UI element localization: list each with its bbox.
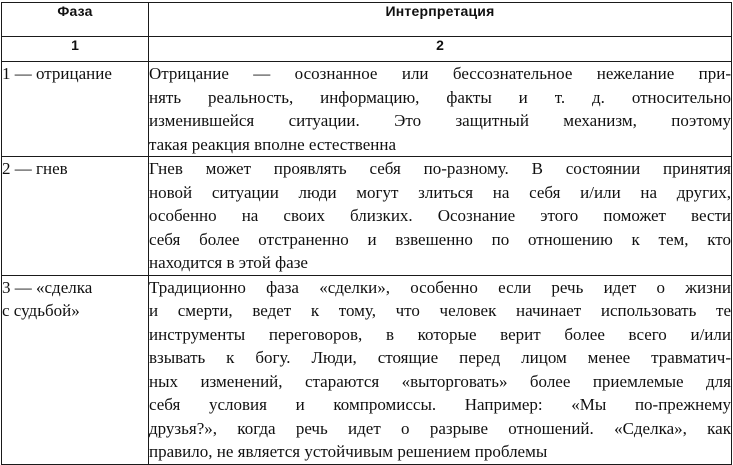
phase-label: с судьбой» (2, 301, 80, 320)
phase-interpretation-table (1, 2, 732, 465)
phase-cell (2, 62, 149, 157)
interpretation-line: инструменты переговоров, в которые верит более всего и/или (149, 324, 731, 344)
interpretation-line: себя более отстраненно и взвешенно по отношению к тем, кто (149, 229, 731, 249)
header-phase: Фаза (2, 3, 149, 37)
interpretation-line: и смерти, ведет к тому, что человек начинает использовать те (149, 301, 731, 320)
interpretation-line: ных изменений, стараются «выторговать» более приемлемые для (149, 371, 731, 391)
column-number-1: 1 (2, 37, 149, 62)
interpretation-cell (149, 157, 732, 276)
interpretation-line: Отрицание — осознанное или бессознательное нежелание при- (149, 64, 731, 83)
interpretation-line: себя условия и компромиссы. Например: «Мы по-прежнему (149, 395, 731, 414)
header-interpretation: Интерпретация (149, 3, 732, 37)
column-number-2: 2 (149, 37, 732, 62)
phase-label: 1 — отрицание (2, 64, 112, 83)
phase-cell (2, 157, 149, 276)
table-row (2, 157, 732, 276)
interpretation-line: друзья?», когда речь идет о разрыве отношений. «Сделка», как (149, 418, 731, 438)
interpretation-line: нять реальность, информацию, факты и т. д. относительно (149, 87, 731, 107)
interpretation-cell (149, 62, 732, 157)
phase-label: 3 — «сделка (2, 277, 93, 297)
table-row (2, 275, 732, 464)
table-row (2, 62, 732, 157)
phase-cell (2, 275, 149, 464)
interpretation-line: изменившейся ситуации. Это защитный механизм, поэтому (149, 111, 731, 130)
interpretation-line: взывать к богу. Люди, стоящие перед лицом менее травматич- (149, 348, 731, 367)
interpretation-line: находится в этой фазе (149, 253, 308, 272)
interpretation-line: новой ситуации люди могут злиться на себя и/или на других, (149, 182, 731, 202)
interpretation-line: Гнев может проявлять себя по-разному. В состоянии принятия (149, 159, 731, 178)
interpretation-line: такая реакция вполне естественна (149, 134, 396, 154)
interpretation-line: особенно на своих близких. Осознание этого поможет вести (149, 206, 731, 225)
interpretation-line: правило, не является устойчивым решением проблемы (149, 442, 548, 461)
interpretation-cell (149, 275, 732, 464)
phase-label: 2 — гнев (2, 159, 68, 178)
header-row (2, 3, 732, 37)
column-number-row (2, 37, 732, 62)
interpretation-line: Традиционно фаза «сделки», особенно если речь идет о жизни (149, 277, 731, 297)
